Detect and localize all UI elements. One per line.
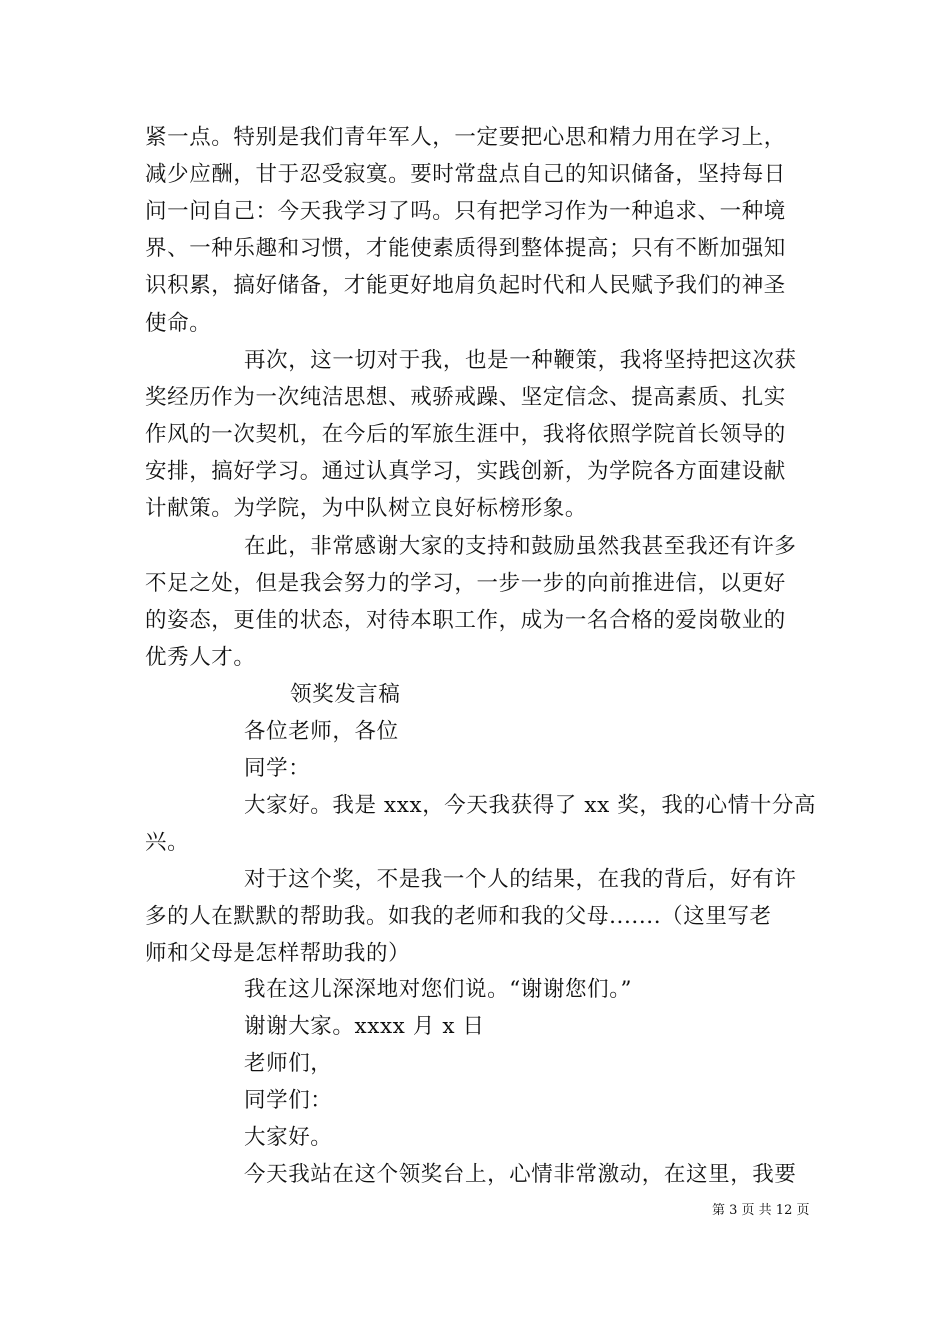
text-line: 的姿态，更佳的状态，对待本职工作，成为一名合格的爱岗敬业的	[145, 608, 786, 633]
paragraph-start-line: 对于这个奖，不是我一个人的结果，在我的背后，好有许	[244, 867, 797, 892]
text-line: 优秀人才。	[145, 645, 256, 670]
salutation-line: 各位老师，各位	[244, 719, 399, 744]
text-line: 紧一点。特别是我们青年军人，一定要把心思和精力用在学习上，	[145, 125, 786, 150]
text-line: 不足之处，但是我会努力的学习，一步一步的向前推进信，以更好	[145, 571, 786, 596]
text-line: 师和父母是怎样帮助我的）	[145, 941, 411, 966]
text-line: 界、一种乐趣和习惯，才能使素质得到整体提高；只有不断加强知	[145, 236, 786, 261]
section-title: 领奖发言稿	[290, 682, 401, 707]
paragraph-start-line: 今天我站在这个领奖台上，心情非常激动，在这里，我要	[244, 1162, 797, 1187]
paragraph-start-line: 大家好。我是 xxx，今天我获得了 xx 奖，我的心情十分高	[244, 793, 817, 818]
text-line: 问一问自己：今天我学习了吗。只有把学习作为一种追求、一种境	[145, 199, 786, 224]
text-line: 安排，搞好学习。通过认真学习，实践创新，为学院各方面建设献	[145, 459, 786, 484]
page-number-footer: 第 3 页 共 12 页	[712, 1203, 810, 1218]
text-line: 使命。	[145, 311, 212, 336]
text-line: 奖经历作为一次纯洁思想、戒骄戒躁、坚定信念、提高素质、扎实	[145, 385, 786, 410]
paragraph-start-line: 谢谢大家。xxxx 月 x 日	[244, 1014, 485, 1039]
paragraph-start-line: 大家好。	[244, 1125, 333, 1150]
text-line: 计献策。为学院，为中队树立良好标榜形象。	[145, 496, 588, 521]
paragraph-start-line: 我在这儿深深地对您们说。“谢谢您们。”	[244, 977, 633, 1002]
text-line: 多的人在默默的帮助我。如我的老师和我的父母.......（这里写老	[145, 904, 772, 929]
text-line: 识积累，搞好储备，才能更好地肩负起时代和人民赋予我们的神圣	[145, 273, 786, 298]
text-line: 减少应酬，甘于忍受寂寞。要时常盘点自己的知识储备，坚持每日	[145, 162, 786, 187]
paragraph-start-line: 在此，非常感谢大家的支持和鼓励虽然我甚至我还有许多	[244, 534, 797, 559]
text-line: 兴。	[145, 830, 190, 855]
paragraph-start-line: 再次，这一切对于我，也是一种鞭策，我将坚持把这次获	[244, 348, 797, 373]
text-line: 作风的一次契机，在今后的军旅生涯中，我将依照学院首长领导的	[145, 422, 786, 447]
salutation-line: 老师们，	[244, 1051, 333, 1076]
salutation-line: 同学们：	[244, 1088, 333, 1113]
salutation-line: 同学：	[244, 756, 311, 781]
